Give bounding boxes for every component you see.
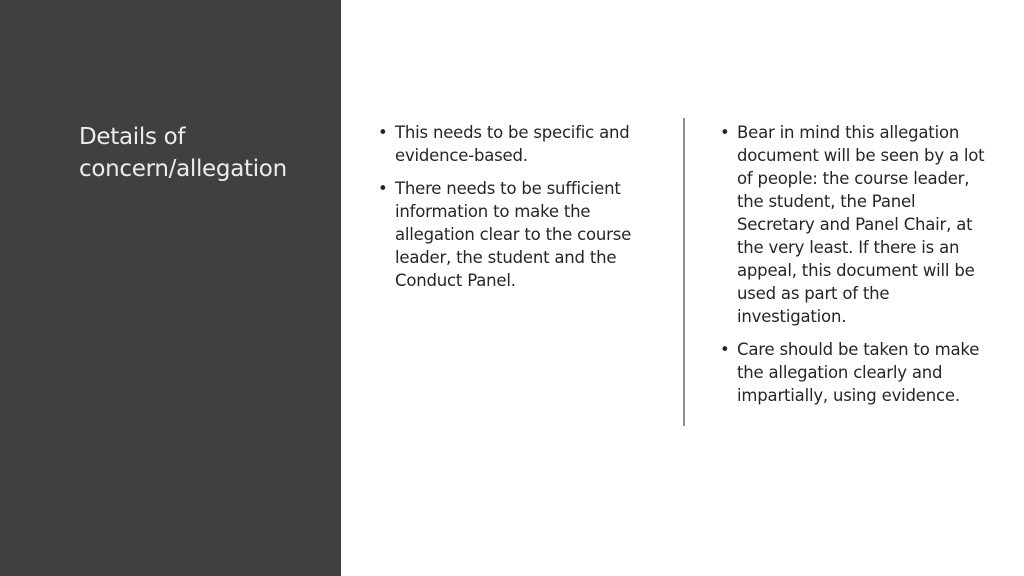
bullet-item — [375, 177, 660, 292]
bullet-text: Care should be taken to make the allegation clearly and impartially, using evidence. — [737, 340, 980, 405]
bullet-marker: • — [378, 179, 388, 198]
bullet-item — [717, 338, 985, 407]
title-panel — [0, 0, 341, 576]
right-content-column — [717, 121, 985, 417]
bullet-text: This needs to be specific and evidence-based. — [395, 123, 630, 165]
bullet-item — [717, 121, 985, 328]
bullet-marker: • — [720, 123, 730, 142]
column-divider — [683, 118, 685, 426]
bullet-text: There needs to be sufficient information to make the allegation clear to the course leader, the student and the Conduct Panel. — [395, 179, 632, 290]
bullet-marker: • — [378, 123, 388, 142]
bullet-text: Bear in mind this allegation document will be seen by a lot of people: the course leader, the student, the Panel Secretary and Panel Chair, at the very least. If there is an appeal, this document will be used as part of the investigation. — [737, 123, 985, 326]
bullet-marker: • — [720, 340, 730, 359]
left-content-column — [375, 121, 660, 302]
bullet-item — [375, 121, 660, 167]
slide-title: Details of concern/allegation — [79, 124, 287, 182]
